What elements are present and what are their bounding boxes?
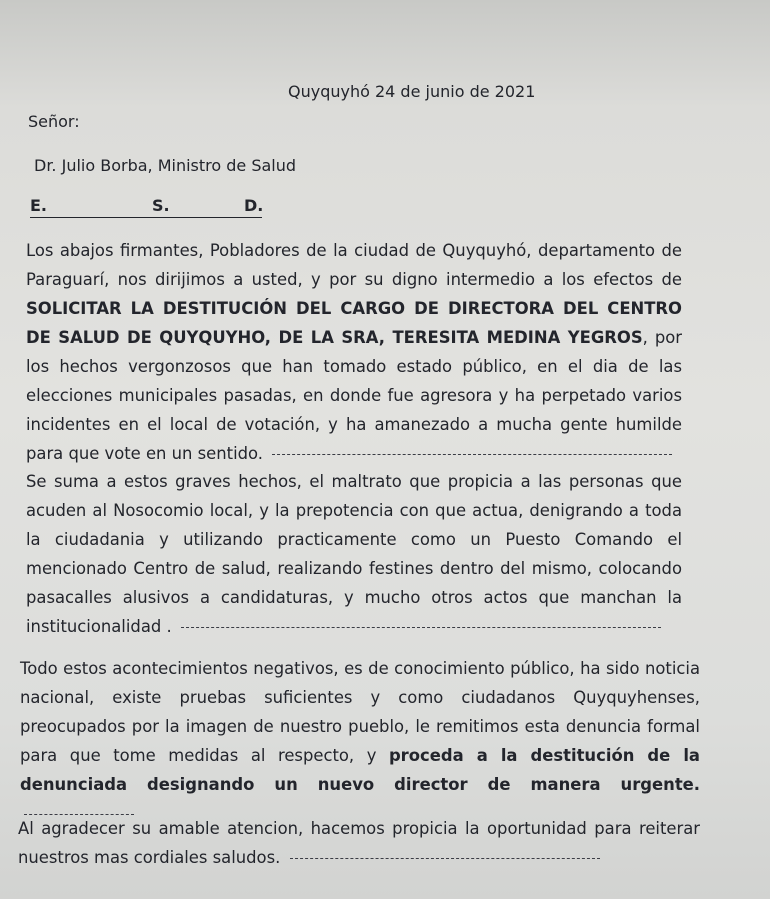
esd-s: S. [152, 196, 170, 215]
request-statement: SOLICITAR LA DESTITUCIÓN DEL CARGO DE DIRECTORA DEL CENTRO DE SALUD DE QUYQUYHO, DE LA SRA, TERESITA MEDINA YEGROS [26, 299, 682, 347]
paragraph-request-intro: Los abajos firmantes, Pobladores de la ciudad de Quyquyhó, departamento de Paraguarí, nos dirijimos a usted, y por su digno intermedio a los efectos de [26, 241, 682, 289]
letter-date: Quyquyhó 24 de junio de 2021 [288, 82, 536, 101]
esd-d: D. [244, 196, 264, 215]
paragraph-demand [20, 654, 700, 828]
dashed-line [272, 454, 672, 455]
dashed-line [290, 858, 600, 859]
demand-statement: proceda a la destitución de la denunciada designando un nuevo director de manera urgente. [20, 746, 700, 794]
paragraph-grievances [26, 467, 682, 641]
addressee: Dr. Julio Borba, Ministro de Salud [34, 156, 297, 175]
esd-salutation [30, 196, 270, 222]
paragraph-closing-text: Al agradecer su amable atencion, hacemos propicia la oportunidad para reiterar nuestros mas cordiales saludos. [18, 819, 700, 867]
paragraph-grievances-text: Se suma a estos graves hechos, el maltrato que propicia a las personas que acuden al Nosocomio local, y la prepotencia con que actua, denigrando a toda la ciudadania y utilizando practicamente como un Puesto Comando el mencionado Centro de salud, realizando festines dentro del mismo, colocando pasacalles alusivos a candidaturas, y mucho otros actos que manchan la institucionalidad . [26, 472, 682, 636]
esd-underline [30, 217, 262, 218]
dashed-line [181, 627, 661, 628]
paragraph-request [26, 236, 682, 468]
paragraph-closing [18, 814, 700, 872]
greeting: Señor: [28, 112, 80, 131]
paragraph-demand-text: Todo estos acontecimientos negativos, es de conocimiento público, ha sido noticia nacional, existe pruebas suficientes y como ciudadanos Quyquyhenses, preocupados por la imagen de nuestro pueblo, le remitimos esta denuncia formal para que tome medidas al respecto, y [20, 659, 700, 765]
esd-e: E. [30, 196, 48, 215]
paragraph-request-rest: , por los hechos vergonzosos que han tomado estado público, en el dia de las elecciones municipales pasadas, en donde fue agresora y ha perpetado varios incidentes en el local de votación, y ha amanezado a mucha gente humilde para que vote en un sentido. [26, 328, 682, 463]
